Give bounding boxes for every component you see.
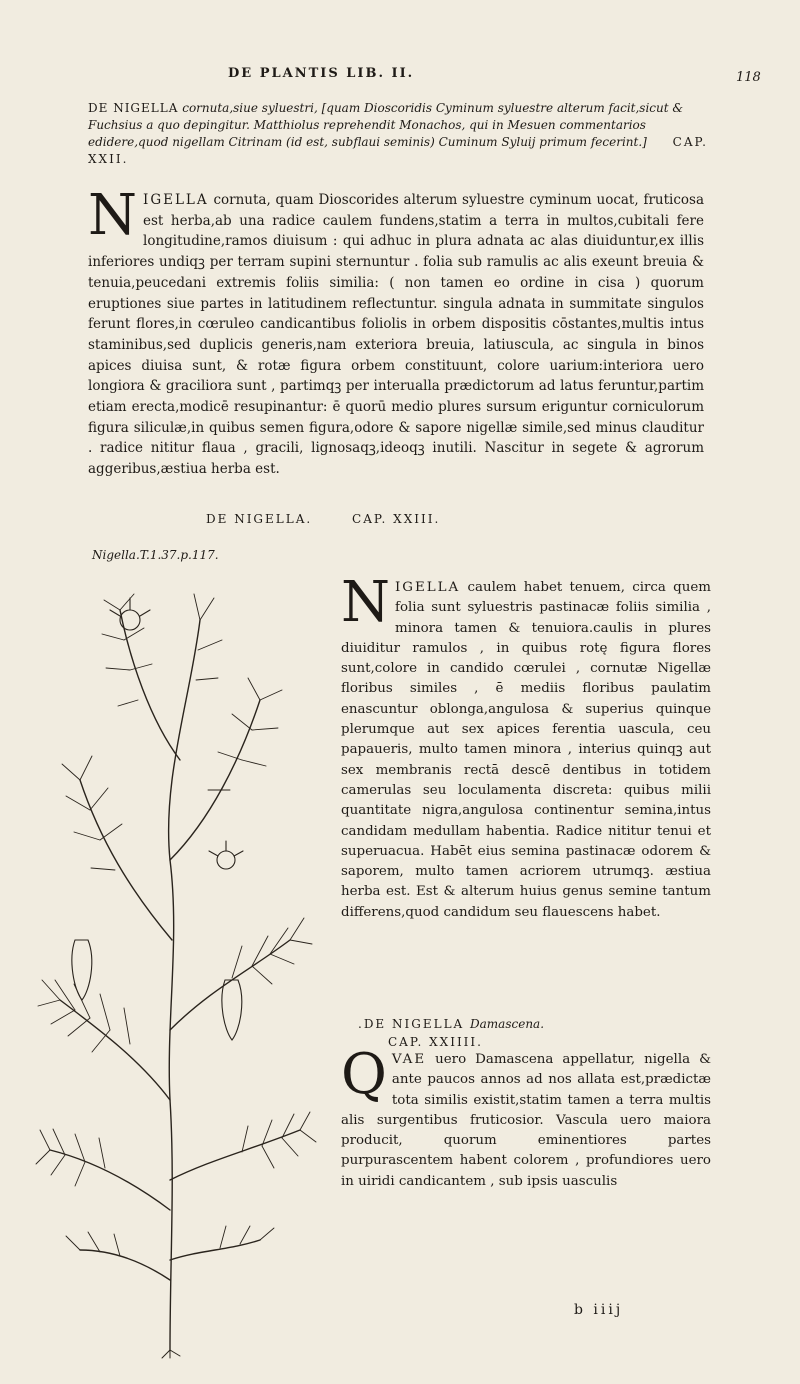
chapter-24-title-prefix: .DE NIGELLA [358,1017,465,1031]
chapter-24-number: CAP. XXIIII. [388,1035,483,1049]
chapter-24-title-italic: Damascena. [470,1017,545,1031]
chapter-24-text: uero Damascena appellatur, nigella & ante paucos annos ad nos allata est,prædictæ tota similis existit,statim tamen a terra multis alis surgentibus fruticosior. Vascula uero maiora producit, quorum eminentiores partes purpurascentem habent colorem , profundiores uero in uiridi candicantem , sub ipsis uasculis [341,1052,711,1189]
chapter-24-title [358,1015,658,1033]
chapter-23-body [341,570,711,923]
chapter-22-body [88,183,704,480]
opening-word: IGELLA [143,192,209,208]
rubric-chapter-number: CAP. XXII. [88,135,708,166]
drop-cap-initial: Q [341,1042,387,1107]
nigella-woodcut-illustration [20,560,330,1360]
drop-cap-initial: N [88,183,137,248]
chapter-22-text: cornuta, quam Dioscorides alterum syluestre cyminum uocat, fruticosa est herba,ab una radice caulem fundens,statim a terra in multos,cubitali fere longitudine,ramos diuisum : qui adhuc in plura adnata ac alas diuiduntur,ex illis inferiores undiqꝫ per terram supini sternuntur . folia sub ramulis ac alis exeunt breuia & tenuia,peucedani extremis foliis similia: ( non tamen eo ordine in cisa ) quorum eruptiones siue partes in latitudinem reflectuntur. singula adnata in summitate singulos ferunt flores,in cœruleo candicantibus foliolis in orbem dispositis cōstantes,multis intus staminibus,sed duplicis generis,nam exteriora breuia, latiuscula, ac singula in binos apices diuisa sunt, & rotæ figura orbem constituunt, colore uarium:interiora uero longiora & graciliora sunt , partimqꝫ per interualla prædictorum ad latus feruntur,partim etiam erecta,modicē resupinantur: ē quorū medio plures sursum eriguntur corniculorum figura siliculæ,in quibus semen figura,odore & sapore nigellæ simile,sed minus clauditur . radice nititur flaua , gracili, lignosaqꝫ,ideoqꝫ inutili. Nascitur in segete & agrorum aggeribus,æstiua herba est. [88,192,704,478]
opening-word: IGELLA [395,580,461,595]
rubric-text: cornuta,siue syluestri, [quam Dioscoridis Cyminum syluestre alterum facit,sicut & Fuchsius a quo depingitur. Matthiolus reprehendit Monachos, qui in Mesuen commentarios edidere,quod nigellam Citrinam (id est, subflaui seminis) Cuminum Syluij primum fecerint.] [88,101,684,149]
chapter-23-text: caulem habet tenuem, circa quem folia sunt syluestris pastinacæ foliis similia , minora tamen & tenuiora.caulis in plures diuiditur ramulos , in quibus rotę figura flores sunt,colore in candido cœrulei , cornutæ Nigellæ floribus similes , ē mediis floribus paulatim enascuntur oblonga,angulosa & superius quinque plerumque aut sex apices ferentia uascula, ceu papaueris, multo tamen minora , interius quinqꝫ aut sex membranis rectā descē dentibus in totidem camerulas seu loculamenta discreta: quibus milii quantitate nigra,angulosa continentur semina,intus candidam medullam habentia. Radice nititur tenui et superuacua. Habēt eius semina pastinacæ odorem & saporem, multo tamen acriorem utrumqꝫ. æstiua herba est. Est & alterum huius genus semine tantum differens,quod candidum seu flauescens habet. [341,580,711,920]
chapter-22-rubric [88,100,708,168]
chapter-23-title: DE NIGELLA. [206,512,313,526]
rubric-lead: DE NIGELLA [88,101,179,115]
chapter-23-number: CAP. XXIII. [352,512,441,526]
opening-word: VAE [391,1052,427,1067]
plate-caption: Nigella.T.1.37.p.117. [92,548,219,562]
drop-cap-initial: N [341,570,390,635]
chapter-24-heading [358,1015,658,1051]
chapter-23-heading [206,512,440,526]
running-title: DE PLANTIS LIB. II. [228,66,415,81]
running-head [0,66,800,90]
signature-mark: b iiij [574,1302,624,1318]
folio-number: 118 [736,70,761,85]
